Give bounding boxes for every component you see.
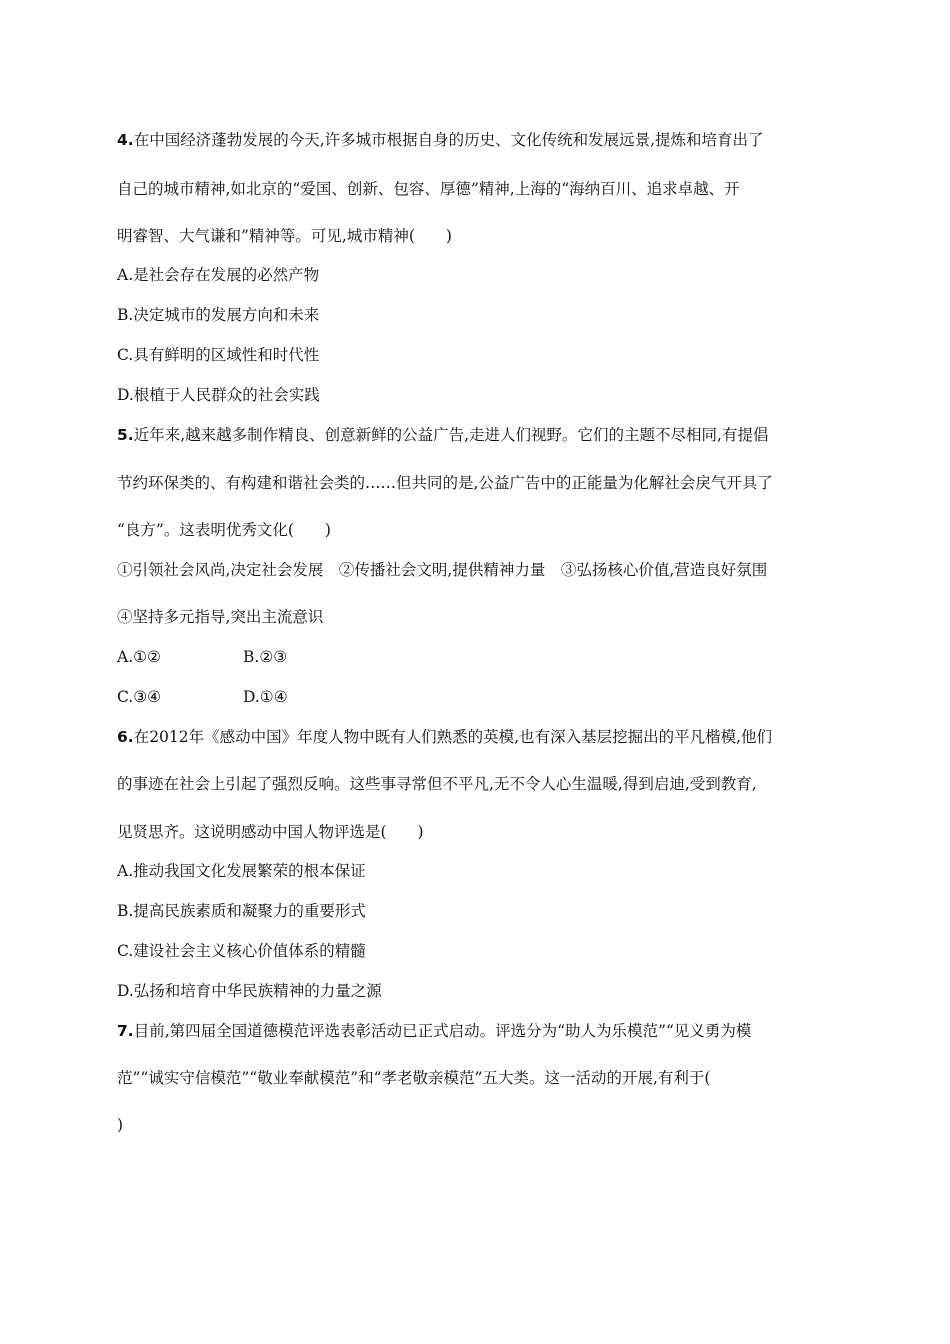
q7-stem-line-2: 范”“诚实守信模范”“敬业奉献模范”和“孝老敬亲模范”五大类。这一活动的开展,有利于( bbox=[117, 1069, 711, 1087]
q5-stem-line-2: 节约环保类的、有构建和谐社会类的……但共同的是,公益广告中的正能量为化解社会戾气开具了 bbox=[117, 474, 773, 492]
q6-stem-line-2: 的事迹在社会上引起了强烈反响。这些事寻常但不平凡,无不令人心生温暖,得到启迪,受到教育, bbox=[117, 775, 757, 793]
q4-stem-line-3: 明睿智、大气谦和”精神等。可见,城市精神( ) bbox=[117, 227, 452, 245]
q4-number: 4. bbox=[117, 131, 134, 149]
q5-option-d: D.①④ bbox=[243, 688, 288, 706]
q5-option-c: C.③④ bbox=[117, 688, 162, 706]
q4-stem-line-2: 自己的城市精神,如北京的“爱国、创新、包容、厚德”精神,上海的“海纳百川、追求卓越、开 bbox=[117, 180, 740, 198]
q5-option-a: A.①② bbox=[117, 648, 161, 666]
q5-statements-line-1: ①引领社会风尚,决定社会发展 ②传播社会文明,提供精神力量 ③弘扬核心价值,营造良好氛围 bbox=[117, 561, 768, 579]
q5-option-b: B.②③ bbox=[243, 648, 288, 666]
q4-option-d: D.根植于人民群众的社会实践 bbox=[117, 386, 320, 404]
q6-number: 6. bbox=[117, 728, 134, 746]
q4-stem-line-1: 4.在中国经济蓬勃发展的今天,许多城市根据自身的历史、文化传统和发展远景,提炼和培育出了 bbox=[117, 131, 764, 149]
q7-number: 7. bbox=[117, 1022, 134, 1040]
q6-option-c: C.建设社会主义核心价值体系的精髓 bbox=[117, 942, 366, 960]
q4-option-c: C.具有鲜明的区域性和时代性 bbox=[117, 346, 320, 364]
q7-stem-line-3: ) bbox=[117, 1116, 124, 1134]
q6-option-a: A.推动我国文化发展繁荣的根本保证 bbox=[117, 862, 366, 880]
q6-stem-line-1: 6.在2012年《感动中国》年度人物中既有人们熟悉的英模,也有深入基层挖掘出的平凡楷模,他们 bbox=[117, 728, 772, 746]
q4-option-a: A.是社会存在发展的必然产物 bbox=[117, 266, 320, 284]
q5-stem-line-1: 5.近年来,越来越多制作精良、创意新鲜的公益广告,走进人们视野。它们的主题不尽相同,有提倡 bbox=[117, 426, 769, 444]
q5-statements-line-2: ④坚持多元指导,突出主流意识 bbox=[117, 608, 324, 626]
q5-stem-line-3: “良方”。这表明优秀文化( ) bbox=[117, 521, 331, 539]
q6-option-b: B.提高民族素质和凝聚力的重要形式 bbox=[117, 902, 366, 920]
q5-number: 5. bbox=[117, 426, 134, 444]
q4-option-b: B.决定城市的发展方向和未来 bbox=[117, 306, 320, 324]
q6-stem-line-3: 见贤思齐。这说明感动中国人物评选是( ) bbox=[117, 823, 424, 841]
q6-option-d: D.弘扬和培育中华民族精神的力量之源 bbox=[117, 982, 382, 1000]
q7-stem-line-1: 7.目前,第四届全国道德模范评选表彰活动已正式启动。评选分为“助人为乐模范”“见义勇为模 bbox=[117, 1022, 752, 1040]
